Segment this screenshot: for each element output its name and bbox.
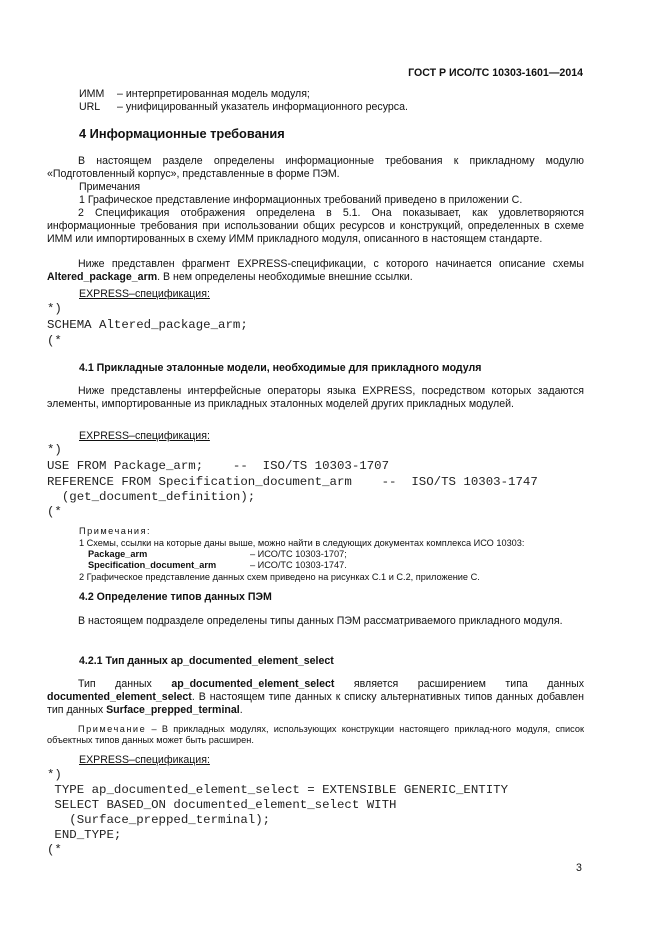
paragraph: Тип данных ap_documented_element_select является расширением типа данных documented_element_select. В настоящем типе данных к списку альтернативных типов данных добавлен тип данных Surface_prepped_terminal. [47, 678, 584, 716]
code-line: SELECT BASED_ON documented_element_select WITH [47, 798, 397, 812]
code-line: TYPE ap_documented_element_select = EXTENSIBLE GENERIC_ENTITY [47, 783, 509, 797]
note: 2 Спецификация отображения определена в 5.1. Она показывает, как удовлетворяются информационные требования при использовании общих ресурсов и конструкций, определенных в схеме ИММ или импортированных в схему ИММ прикладного модуля, описанного в настоящем стандарте. [47, 207, 584, 245]
paragraph: Ниже представлен фрагмент EXPRESS-спецификации, с которого начинается описание схемы Altered_package_arm. В нем определены необходимые внешние ссылки. [47, 258, 584, 283]
page-number: 3 [576, 862, 582, 874]
express-label: EXPRESS–спецификация: [79, 288, 210, 300]
code-line: REFERENCE FROM Specification_document_arm -- ISO/TS 10303-1747 [47, 475, 538, 489]
code-line: USE FROM Package_arm; -- ISO/TS 10303-1707 [47, 459, 390, 473]
note: 2 Графическое представление данных схем приведено на рисунках С.1 и С.2, приложение С. [79, 572, 480, 582]
schema-name: Altered_package_arm [47, 271, 158, 283]
note: 1 Графическое представление информационных требований приведено в приложении С. [79, 194, 523, 206]
subsection-title: 4.2.1 Тип данных ap_documented_element_select [79, 655, 334, 667]
notes-label: Примечания: [79, 526, 152, 536]
code-line: (* [47, 334, 62, 348]
abbrev-definition: – интерпретированная модель модуля; [117, 88, 310, 100]
subsection-title: 4.1 Прикладные эталонные модели, необходимые для прикладного модуля [79, 362, 482, 374]
code-line: *) [47, 302, 62, 316]
paragraph: Ниже представлены интерфейсные операторы языка EXPRESS, посредством которых задаются элементы, импортированные из прикладных эталонных моделей других прикладных модулей. [47, 385, 584, 410]
ref-name: Specification_document_arm [88, 560, 217, 570]
section-title: 4 Информационные требования [79, 126, 285, 141]
ref-doc: – ИСО/ТС 10303-1707; [250, 549, 347, 559]
code-line: (* [47, 843, 62, 857]
paragraph: В настоящем подразделе определены типы данных ПЭМ рассматриваемого прикладного модуля. [78, 615, 563, 627]
document-header: ГОСТ Р ИСО/ТС 10303-1601—2014 [408, 67, 583, 79]
code-line: *) [47, 443, 62, 457]
express-label: EXPRESS–спецификация: [79, 430, 210, 442]
notes-label: Примечания [79, 181, 141, 193]
code-line: (get_document_definition); [47, 490, 256, 504]
note: 1 Схемы, ссылки на которые даны выше, можно найти в следующих документах комплекса ИСО 10303: [79, 538, 525, 548]
code-line: *) [47, 768, 62, 782]
paragraph: В настоящем разделе определены информационные требования к прикладному модулю «Подготовленный корпус», представленные в форме ПЭМ. [47, 155, 584, 180]
code-line: (* [47, 505, 62, 519]
express-label: EXPRESS–спецификация: [79, 754, 210, 766]
ref-doc: – ИСО/ТС 10303-1747. [250, 560, 347, 570]
note: Примечание – В прикладных модулях, использующих конструкции настоящего приклад-ного модуля, список объектных типов данных может быть расширен. [47, 724, 584, 745]
ref-name: Package_arm [88, 549, 148, 559]
abbrev-definition: – унифицированный указатель информационного ресурса. [117, 101, 408, 113]
code-line: SCHEMA Altered_package_arm; [47, 318, 248, 332]
code-line: END_TYPE; [47, 828, 122, 842]
abbrev-term: ИММ [79, 88, 105, 100]
code-line: (Surface_prepped_terminal); [47, 813, 271, 827]
abbrev-term: URL [79, 101, 101, 113]
subsection-title: 4.2 Определение типов данных ПЭМ [79, 591, 272, 603]
